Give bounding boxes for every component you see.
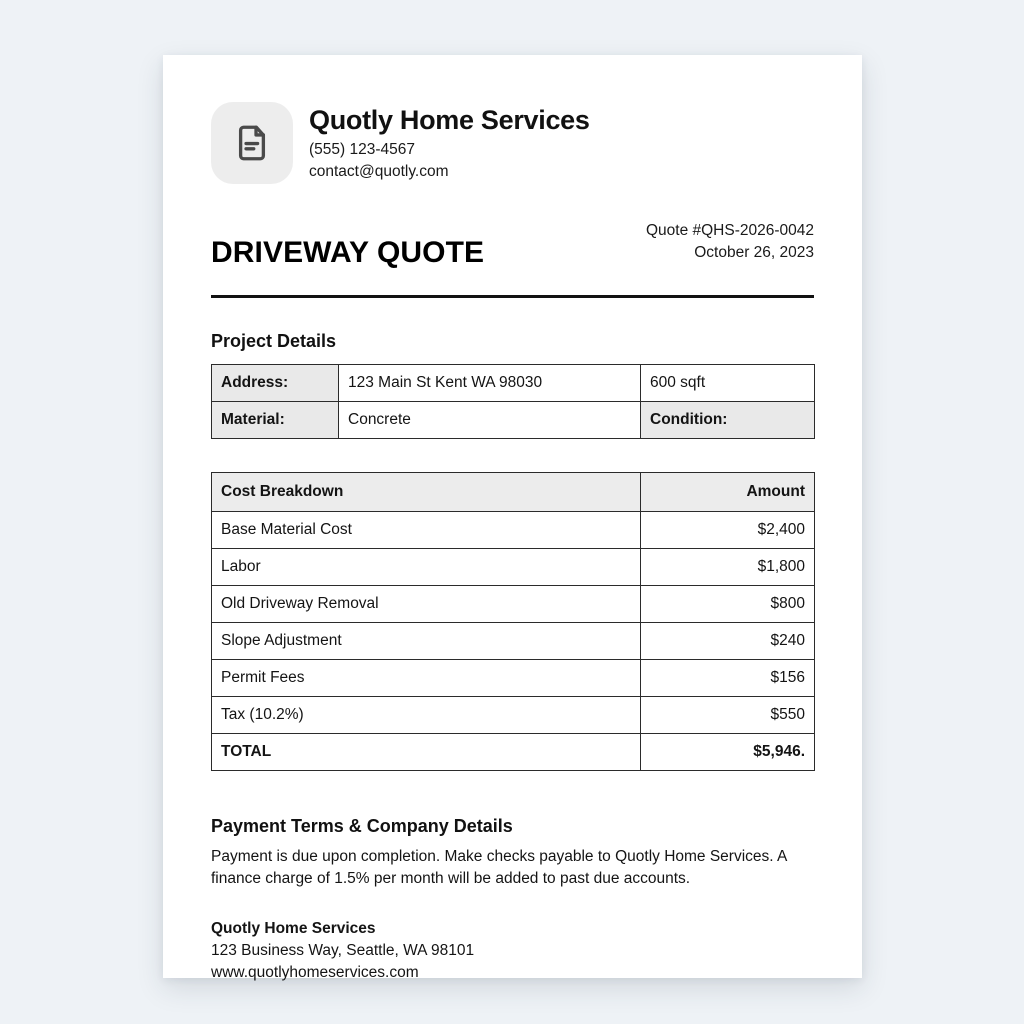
- table-row-total: [212, 734, 815, 771]
- company-email: contact@quotly.com: [309, 163, 449, 181]
- cost-item-amount: $2,400: [641, 512, 815, 549]
- address-label: Address:: [212, 365, 339, 402]
- footer-company-website: www.quotlyhomeservices.com: [211, 963, 419, 981]
- cost-item-label: Slope Adjustment: [212, 623, 641, 660]
- company-phone: (555) 123-4567: [309, 141, 415, 159]
- cost-item-amount: $156: [641, 660, 815, 697]
- table-row: [212, 402, 815, 439]
- cost-item-amount: $240: [641, 623, 815, 660]
- cost-rows: [212, 512, 815, 771]
- area-value: 600 sqft: [641, 365, 815, 402]
- company-identity: [309, 102, 590, 183]
- material-label: Material:: [212, 402, 339, 439]
- table-row: [212, 365, 815, 402]
- footer-company-name: Quotly Home Services: [211, 919, 376, 937]
- table-row: [212, 549, 815, 586]
- cost-item-label: Old Driveway Removal: [212, 586, 641, 623]
- document-content: [211, 55, 814, 984]
- table-row: [212, 623, 815, 660]
- address-value: 123 Main St Kent WA 98030: [339, 365, 641, 402]
- company-footer: [211, 918, 814, 984]
- cost-item-amount: $1,800: [641, 549, 815, 586]
- payment-terms-text: Payment is due upon completion. Make checks payable to Quotly Home Services. A finance charge of 1.5% per month will be added to past due accounts.: [211, 848, 787, 888]
- quote-number: Quote #QHS-2026-0042: [645, 222, 814, 239]
- total-amount: $5,946.: [641, 734, 815, 771]
- condition-label: Condition:: [641, 402, 815, 439]
- title-row: [211, 220, 814, 268]
- cost-breakdown-table: [211, 472, 815, 771]
- page-title: DRIVEWAY QUOTE: [211, 235, 485, 269]
- payment-terms-heading: Payment Terms & Company Details: [211, 816, 513, 836]
- document-icon: [231, 122, 273, 164]
- project-details-table: [211, 364, 815, 439]
- table-row: [212, 697, 815, 734]
- table-row: [212, 660, 815, 697]
- footer-company-address: 123 Business Way, Seattle, WA 98101: [211, 941, 475, 959]
- cost-item-label: Labor: [212, 549, 641, 586]
- cost-item-label: Tax (10.2%): [212, 697, 641, 734]
- cost-item-label: Base Material Cost: [212, 512, 641, 549]
- material-value: Concrete: [339, 402, 641, 439]
- cost-item-label: Permit Fees: [212, 660, 641, 697]
- cost-item-amount: $800: [641, 586, 815, 623]
- col-header-cost-breakdown: Cost Breakdown: [212, 473, 641, 512]
- company-name: Quotly Home Services: [309, 105, 590, 135]
- quote-document-card: [163, 55, 862, 981]
- cost-item-amount: $550: [641, 697, 815, 734]
- title-divider: [211, 295, 814, 298]
- letterhead: [211, 55, 814, 184]
- company-logo-badge: [211, 102, 293, 184]
- table-header-row: [212, 473, 815, 512]
- table-row: [212, 512, 815, 549]
- col-header-amount: Amount: [641, 473, 815, 512]
- project-details-heading: Project Details: [211, 331, 337, 351]
- table-row: [212, 586, 815, 623]
- total-label: TOTAL: [212, 734, 641, 771]
- quote-meta: [646, 220, 814, 268]
- quote-date: October 26, 2023: [694, 244, 814, 261]
